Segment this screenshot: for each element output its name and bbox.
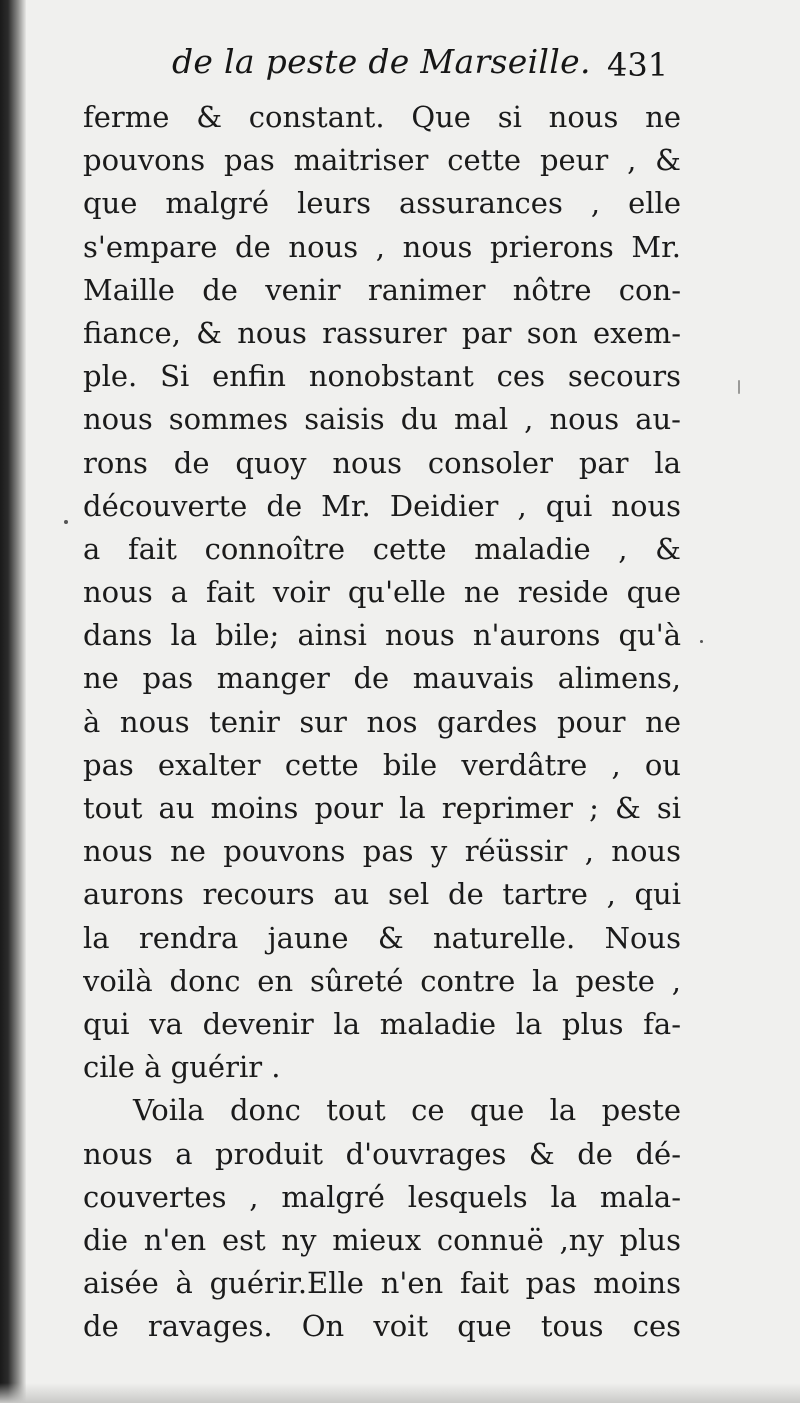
text-line: que malgré leurs assurances , elle (83, 186, 681, 221)
text-line: ple. Si enfin nonobstant ces secours (83, 359, 681, 394)
text-line: tout au moins pour la reprimer ; & si (83, 791, 681, 825)
text-line: nous sommes saisis du mal , nous au- (83, 402, 681, 437)
page-bottom-shadow (0, 1383, 800, 1403)
text-line: s'empare de nous , nous prierons Mr. (83, 229, 681, 264)
paper-speck (700, 640, 703, 643)
text-line: voilà donc en sûreté contre la peste , (83, 963, 681, 998)
body-text (83, 96, 681, 1348)
text-line: fiance, & nous rassurer par son exem- (83, 315, 681, 350)
paper-speck (738, 380, 740, 394)
page-gutter-shadow (0, 0, 26, 1403)
running-head: de la peste de Marseille. (172, 42, 591, 81)
text-line: ferme & constant. Que si nous ne (83, 100, 681, 134)
paragraph-last-line: cile à guérir . (83, 1050, 281, 1085)
text-line: de ravages. On voit que tous ces (83, 1309, 681, 1344)
text-line: Maille de venir ranimer nôtre con- (83, 272, 681, 307)
text-line: qui va devenir la maladie la plus fa- (83, 1006, 681, 1041)
text-line: ne pas manger de mauvais alimens, (83, 661, 681, 696)
text-line: nous a fait voir qu'elle ne reside que (83, 575, 681, 610)
text-line: à nous tenir sur nos gardes pour ne (83, 704, 681, 739)
text-line: nous ne pouvons pas y réüssir , nous (83, 834, 681, 869)
text-line: découverte de Mr. Deidier , qui nous (83, 488, 681, 523)
text-line: aurons recours au sel de tartre , qui (83, 877, 681, 912)
text-line: la rendra jaune & naturelle. Nous (83, 920, 681, 955)
text-line: die n'en est ny mieux connuë ,ny plus (83, 1222, 681, 1257)
text-line: nous a produit d'ouvrages & de dé- (83, 1136, 681, 1171)
paragraph-first-line: Voila donc tout ce que la peste (133, 1093, 681, 1128)
text-line: a fait connoître cette maladie , & (83, 531, 681, 566)
paper-speck (64, 520, 68, 524)
text-line: couvertes , malgré lesquels la mala- (83, 1179, 681, 1214)
text-line: pouvons pas maitriser cette peur , & (83, 143, 681, 178)
text-line: pas exalter cette bile verdâtre , ou (83, 747, 681, 782)
text-line: aisée à guérir.Elle n'en fait pas moins (83, 1266, 681, 1301)
text-line: dans la bile; ainsi nous n'aurons qu'à (83, 618, 681, 653)
text-line: rons de quoy nous consoler par la (83, 445, 681, 480)
page-number: 431 (607, 46, 669, 84)
